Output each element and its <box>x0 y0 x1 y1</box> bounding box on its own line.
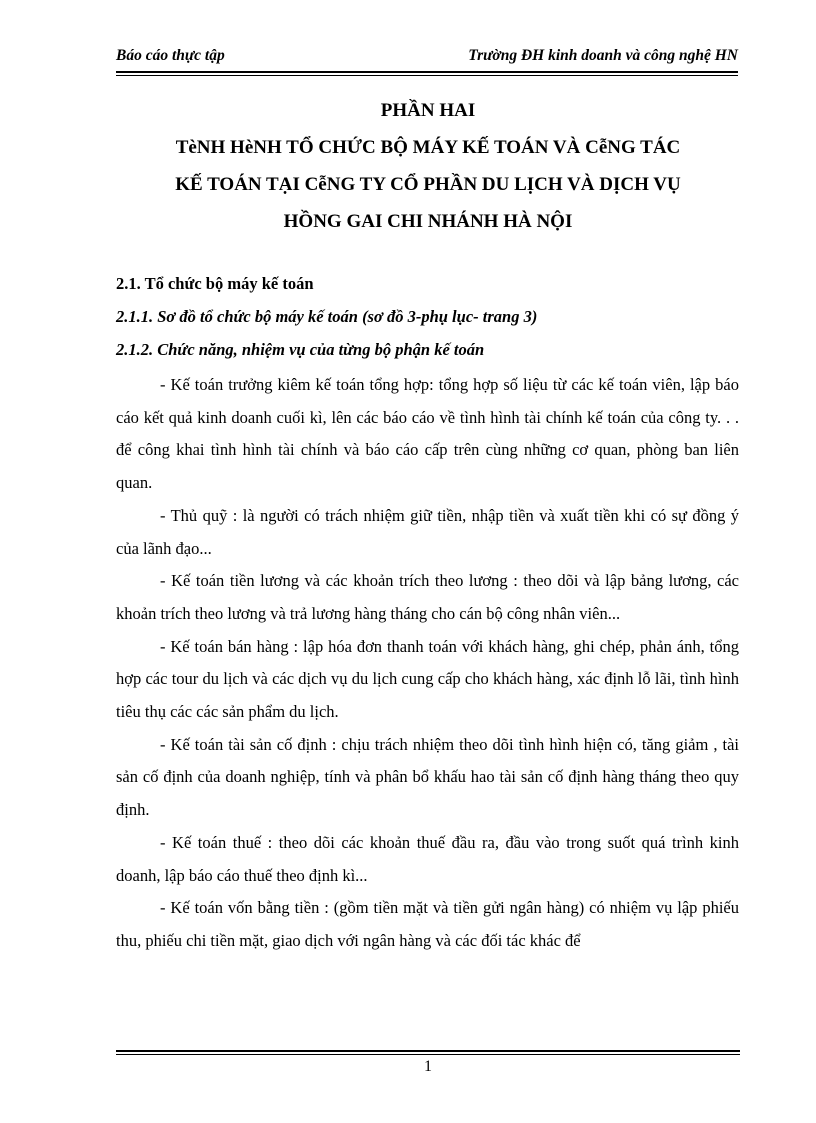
page-header <box>116 47 738 73</box>
footer-divider <box>116 1050 740 1055</box>
paragraph-cash-accountant: - Kế toán vốn bằng tiền : (gồm tiền mặt và tiền gửi ngân hàng) có nhiệm vụ lập phiếu thu, phiếu chi tiền mặt, giao dịch với ngân hàng và các đối tác khác để <box>116 898 739 950</box>
paragraph-tax-accountant: - Kế toán thuế : theo dõi các khoản thuế đầu ra, đầu vào trong suốt quá trình kinh doanh, lập báo cáo thuế theo định kì... <box>116 832 739 885</box>
header-left-text: Báo cáo thực tập <box>116 47 225 64</box>
header-right-text: Trường ĐH kinh doanh và công nghệ HN <box>468 47 738 64</box>
chapter-title <box>100 92 756 240</box>
section-heading-2-1: 2.1. Tổ chức bộ máy kế toán <box>116 274 314 293</box>
section-heading-2-1-2: 2.1.2. Chức năng, nhiệm vụ của từng bộ phận kế toán <box>116 340 485 359</box>
paragraph-treasurer: - Thủ quỹ : là người có trách nhiệm giữ tiền, nhập tiền và xuất tiền khi có sự đồng ý của lãnh đạo... <box>116 505 739 558</box>
section-heading-2-1-1: 2.1.1. Sơ đồ tổ chức bộ máy kế toán (sơ đồ 3-phụ lục- trang 3) <box>116 307 538 326</box>
paragraph-salary-accountant: - Kế toán tiền lương và các khoản trích theo lương : theo dõi và lập bảng lương, các khoản trích theo lương và trả lương hàng tháng cho cán bộ công nhân viên... <box>116 571 739 623</box>
title-line-4: HỒNG GAI CHI NHÁNH HÀ NỘI <box>283 211 573 232</box>
body-text <box>116 369 739 958</box>
title-line-2: TèNH HèNH TỔ CHỨC BỘ MÁY KẾ TOÁN VÀ CễNG TÁC <box>175 137 681 158</box>
page-number: 1 <box>424 1058 432 1075</box>
paragraph-sales-accountant: - Kế toán bán hàng : lập hóa đơn thanh toán với khách hàng, ghi chép, phản ánh, tổng hợp các tour du lịch và các dịch vụ du lịch cung cấp cho khách hàng, xác định lỗ lãi, tình hình tiêu thụ các các sản phẩm du lịch. <box>116 636 739 722</box>
title-line-1: PHẦN HAI <box>380 100 476 121</box>
title-line-3: KẾ TOÁN TẠI CễNG TY CỔ PHẦN DU LỊCH VÀ DỊCH VỤ <box>175 174 681 195</box>
paragraph-fixed-asset-accountant: - Kế toán tài sản cố định : chịu trách nhiệm theo dõi tình hình hiện có, tăng giảm , tài sản cố định của doanh nghiệp, tính và phân bổ khấu hao tài sản cố định hàng tháng theo quy định. <box>116 734 739 820</box>
paragraph-chief-accountant: - Kế toán trưởng kiêm kế toán tổng hợp: tổng hợp số liệu từ các kế toán viên, lập báo cáo kết quả kinh doanh cuối kì, lên các báo cáo về tình hình tài chính kế toán của công ty. . . để công khai tình hình tài chính và báo cáo cấp trên cùng những cơ quan, phòng ban liên quan. <box>116 375 739 493</box>
